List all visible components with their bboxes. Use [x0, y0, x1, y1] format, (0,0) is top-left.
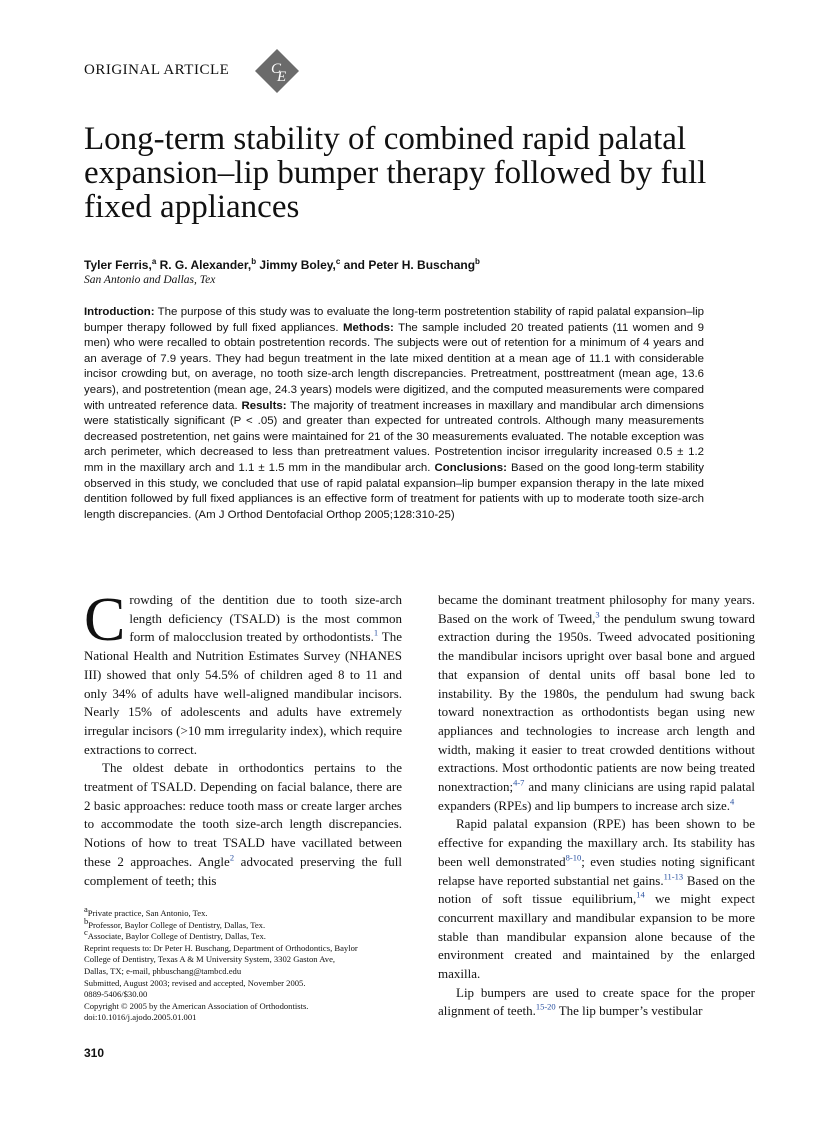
body-paragraph — [438, 984, 755, 1021]
logo-letter-c: C — [271, 61, 282, 77]
author-mark: b — [475, 257, 480, 266]
logo-letter-e: E — [277, 69, 287, 85]
footnote-affiliation — [84, 927, 404, 943]
footnote-reprint: Dallas, TX; e-mail, phbuschang@tambcd.edu — [84, 965, 242, 976]
footnote-affiliation — [84, 915, 404, 932]
footnote-copyright: Copyright © 2005 by the American Association of Orthodontists. — [84, 1000, 309, 1011]
citation-link[interactable]: 3 — [595, 609, 600, 620]
footnote-affiliation — [84, 904, 404, 920]
abstract-conclusions-text: Based on the good long-term stability observed in this study, we concluded that use of rapid palatal expansion–lip bumper expansion therapy in the late mixed dentition followed by full fixed appliances is an effective form of treatment for patients with up to moderate tooth size-arch length discrepancies. (Am J Orthod Dentofacial Orthop 2005;128:310-25) — [84, 461, 704, 521]
section-label: ORIGINAL ARTICLE — [84, 62, 230, 78]
citation-link[interactable]: 4-7 — [513, 777, 525, 788]
footnote-reprint: College of Dentistry, Texas A & M University System, 3302 Gaston Ave, — [84, 954, 336, 965]
abstract-results-text: The majority of treatment increases in maxillary and mandibular arch dimensions were statistically significant (P < .05) and greater than expected for untreated controls. Although many measurements decreased postretention, net gains were maintained for 21 of the 30 measurements evaluated. The notable exception was arch perimeter, which decreased to less than pretreatment values. Postretention incisor irregularity increased 0.5 ± 1.2 mm in the maxillary arch and 1.1 ± 1.5 mm in the mandibular arch. — [84, 399, 704, 474]
body-text: advocated preserving the full complement of teeth; this — [84, 853, 402, 888]
body-text: ; even studies noting significant relapse have reported substantial net gains. — [438, 853, 755, 888]
abstract — [84, 305, 704, 523]
footnote-text: Private practice, San Antonio, Tex. — [87, 908, 208, 918]
footnote-issn: 0889-5406/$30.00 — [84, 989, 148, 1000]
article-title: Long-term stability of combined rapid palatal expansion–lip bumper therapy followed by full fixed appliances — [84, 121, 707, 225]
abstract-intro-text: The purpose of this study was to evaluate the long-term postretention stability of rapid palatal expansion–lip bumper therapy followed by full fixed appliances. — [84, 306, 704, 334]
footnote-mark: b — [84, 915, 89, 926]
body-text: The oldest debate in orthodontics pertains to the treatment of TSALD. Depending on facial balance, there are 2 basic approaches: reduce tooth mass or create larger arches to accommodate the tooth size-arch length discrepancies. Notions of how to treat TSALD have vacillated between these 2 approaches. Angle — [84, 760, 402, 869]
author-location: San Antonio and Dallas, Tex — [84, 274, 216, 286]
body-paragraph — [84, 759, 402, 890]
citation-link[interactable]: 15-20 — [535, 1002, 556, 1013]
citation-link[interactable]: 11-13 — [663, 871, 684, 882]
body-text: Based on the notion of soft tissue equilibrium, — [438, 872, 756, 907]
abstract-methods-label: Methods: — [342, 321, 394, 334]
footnote-doi: doi:10.1016/j.ajodo.2005.01.001 — [84, 1012, 197, 1023]
ce-logo-icon — [254, 48, 300, 94]
body-text: we might expect concurrent maxillary and mandibular expansion to be more stable than mandibular expansion alone because of the environment created and maintained by the enlarged maxilla. — [438, 891, 755, 982]
author-name: and Peter H. Buschang — [340, 258, 476, 272]
citation-link[interactable]: 8-10 — [565, 852, 582, 863]
footnote-reprint: Reprint requests to: Dr Peter H. Buschang, Department of Orthodontics, Baylor — [84, 942, 358, 953]
body-column-left — [84, 586, 402, 890]
abstract-conclusions-label: Conclusions: — [434, 461, 507, 474]
footnote-mark: a — [84, 904, 88, 915]
footnote-text: Professor, Baylor College of Dentistry, Dallas, Tex. — [88, 919, 266, 930]
abstract-methods-text: The sample included 20 treated patients (11 women and 9 men) who were recalled to obtain postretention records. The subjects were out of retention for a minimum of 4 years and an average of 7.9 years. They had begun treatment in the late mixed dentition at a mean age of 11.1 with considerable incisor crowding but, on average, no tooth size-arch length discrepancies. Pretreatment, posttreatment (mean age, 13.6 years), and postretention (mean age, 24.3 years) models were digitized, and the computed measurements were compared with untreated reference data. — [84, 321, 704, 412]
author-name: Jimmy Boley, — [256, 258, 336, 272]
drop-cap: C — [84, 586, 126, 654]
body-text: The National Health and Nutrition Estimates Survey (NHANES III) showed that only 54.5% of children aged 8 to 11 and only 34% of adults have well-aligned mandibular incisors. Nearly 15% of adolescents and adults have extremely irregular incisors (>10 mm irregularity index), which require extractions to correct. — [84, 629, 402, 757]
citation-link[interactable]: 2 — [229, 852, 235, 863]
body-paragraph — [84, 586, 402, 759]
body-text: Lip bumpers are used to create space for the proper alignment of teeth. — [438, 984, 755, 1019]
footnote-text: Associate, Baylor College of Dentistry, Dallas, Tex. — [87, 931, 266, 942]
author-name: R. G. Alexander, — [156, 258, 252, 272]
body-text: became the dominant treatment philosophy for many years. Based on the work of Tweed, — [438, 592, 755, 626]
body-column-right — [438, 591, 755, 1021]
body-text: rowding of the dentition due to tooth size-arch length deficiency (TSALD) is the most common form of malocclusion treated by orthodontists. — [129, 592, 402, 645]
body-text: The lip bumper’s vestibular — [555, 1003, 703, 1019]
author-mark: a — [151, 257, 157, 266]
author-mark: b — [251, 257, 257, 266]
body-text: Rapid palatal expansion (RPE) has been shown to be effective for expanding the maxillary arch. Its stability has been well demonstrated — [438, 816, 755, 869]
footnotes — [84, 904, 404, 1024]
author-list — [84, 257, 480, 272]
footnote-mark: c — [84, 927, 88, 938]
footnote-submitted: Submitted, August 2003; revised and accepted, November 2005. — [84, 977, 306, 988]
abstract-intro-label: Introduction: — [84, 306, 155, 318]
abstract-results-label: Results: — [241, 399, 287, 412]
body-text: and many clinicians are using rapid palatal expanders (RPEs) and lip bumpers to increase arch size. — [438, 779, 755, 813]
body-text: the pendulum swung toward extraction during the 1950s. Tweed advocated positioning the mandibular incisors upright over basal bone and argued that expansion of dental units off basal bone led to instability. By the 1980s, the pendulum had swung back toward nonextraction as orthodontists began using new appliances and technologies to increase arch length and width, making it easier to treat crowded dentitions without extractions. Most orthodontic patients are now being treated nonextraction; — [438, 610, 755, 795]
body-paragraph — [438, 815, 755, 983]
author-mark: c — [335, 257, 341, 266]
citation-link[interactable]: 4 — [730, 796, 735, 807]
citation-link[interactable]: 1 — [373, 628, 379, 639]
body-paragraph — [438, 591, 755, 815]
page-number: 310 — [84, 1046, 105, 1060]
citation-link[interactable]: 14 — [636, 889, 645, 900]
author-name: Tyler Ferris, — [84, 258, 152, 272]
